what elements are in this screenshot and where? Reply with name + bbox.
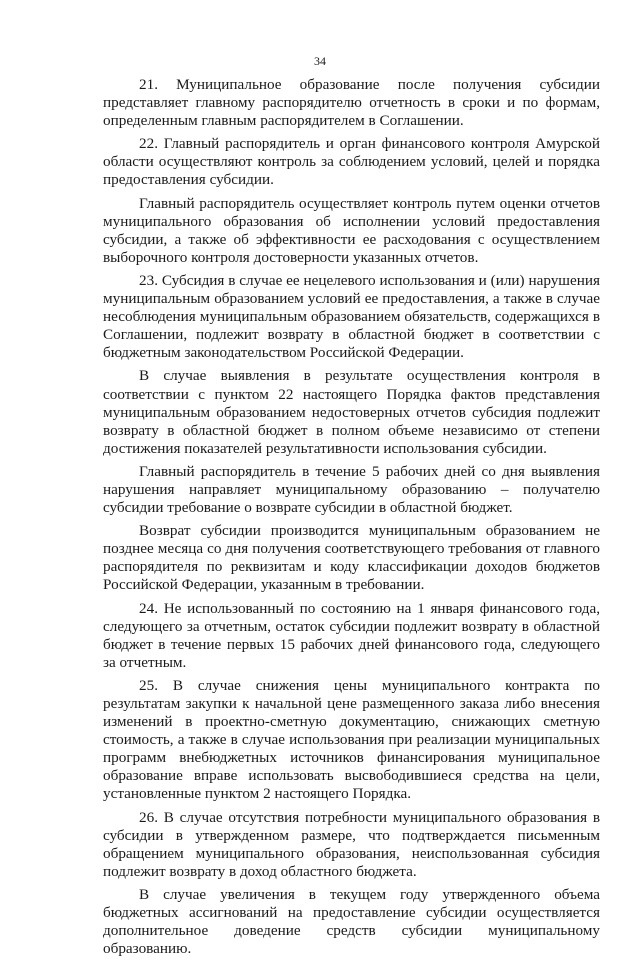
paragraph-25: 25. В случае снижения цены муниципального контракта по результатам закупки к начальной цене размещенного заказа либо внесения изменений в проектно-сметную документацию, снижающих сметную стоимость, а также в случае использования при реализации муниципальных программ внебюджетных источников финансирования муниципальное образование вправе использовать высвободившиеся средства на цели, установленные пунктом 2 настоящего Порядка. <box>103 676 600 803</box>
paragraph-23-refund-procedure: Возврат субсидии производится муниципальным образованием не позднее месяца со дня получения соответствующего требования от главного распорядителя по реквизитам и коду классификации доходов бюджетов Российской Федерации, указанным в требовании. <box>103 522 600 594</box>
page-number: 34 <box>314 54 326 68</box>
paragraph-26: 26. В случае отсутствия потребности муниципального образования в субсидии в утвержденном размере, что подтверждается письменным обращением муниципального образования, неиспользованная субсидия подлежит возврату в доход областного бюджета. <box>103 808 600 880</box>
paragraph-22: 22. Главный распорядитель и орган финансового контроля Амурской области осуществляют контроль за соблюдением условий, целей и порядка предоставления субсидии. <box>103 135 600 189</box>
paragraph-23-unreliable-reports: В случае выявления в результате осуществления контроля в соответствии с пунктом 22 настоящего Порядка фактов представления муниципальным образованием недостоверных отчетов субсидия подлежит возврату в областной бюджет в полном объеме независимо от степени достижения показателей результативности использования субсидии. <box>103 367 600 457</box>
paragraph-21: 21. Муниципальное образование после получения субсидии представляет главному распорядителю отчетность в сроки и по формам, определенным главным распорядителем в Соглашении. <box>103 76 600 130</box>
document-body <box>103 76 600 963</box>
paragraph-22-control-method: Главный распорядитель осуществляет контроль путем оценки отчетов муниципального образования об исполнении условий предоставления субсидии, а также об эффективности ее расходования с осуществлением выборочного контроля достоверности указанных отчетов. <box>103 194 600 266</box>
paragraph-26-additional-allocation: В случае увеличения в текущем году утвержденного объема бюджетных ассигнований на предоставление субсидии осуществляется дополнительное доведение средств субсидии муниципальному образованию. <box>103 885 600 958</box>
paragraph-24: 24. Не использованный по состоянию на 1 января финансового года, следующего за отчетным, остаток субсидии подлежит возврату в областной бюджет в течение первых 15 рабочих дней финансового года, следующего за отчетным. <box>103 599 600 671</box>
paragraph-23-violation-notice: Главный распорядитель в течение 5 рабочих дней со дня выявления нарушения направляет муниципальному образованию – получателю субсидии требование о возврате субсидии в областной бюджет. <box>103 462 600 517</box>
paragraph-23: 23. Субсидия в случае ее нецелевого использования и (или) нарушения муниципальным образованием условий ее предоставления, а также в случае несоблюдения муниципальным образованием обязательств, содержащихся в Соглашении, подлежит возврату в областной бюджет в соответствии с бюджетным законодательством Российской Федерации. <box>103 271 600 362</box>
